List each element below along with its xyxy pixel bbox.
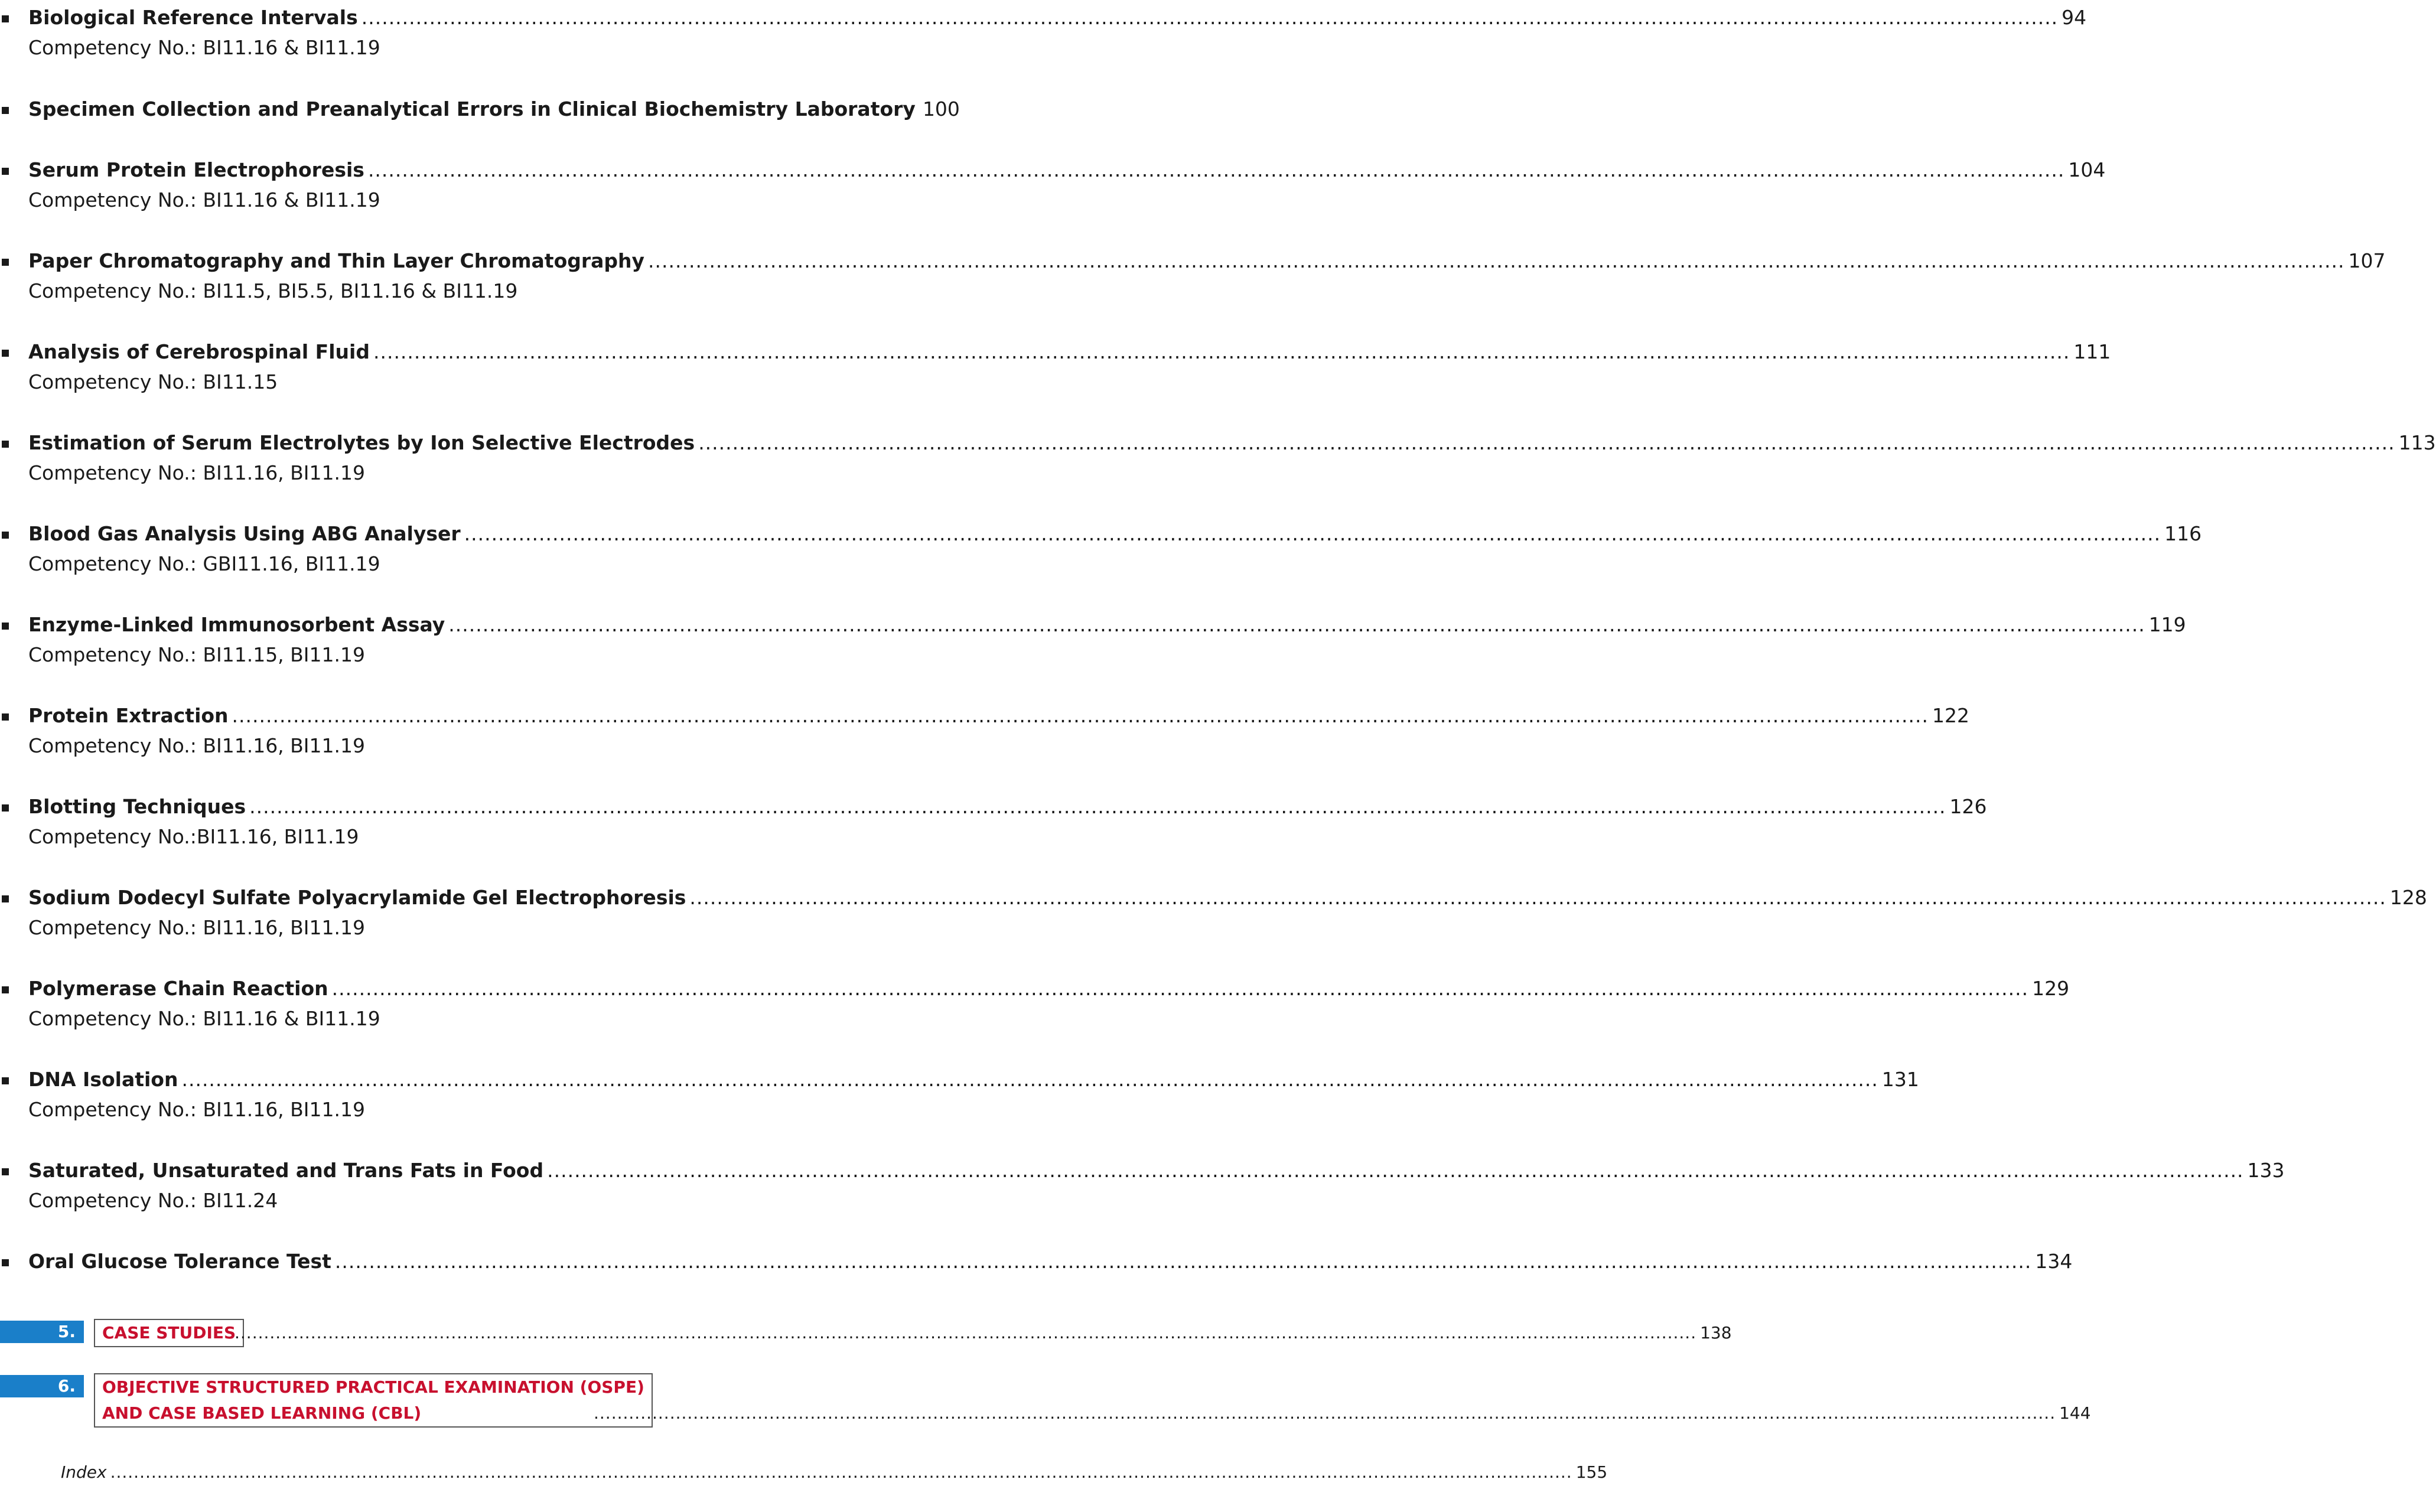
toc-entry-line: [28, 704, 1969, 728]
dot-leader: [368, 158, 2064, 182]
competency-text: Competency No.: BI11.15, BI11.19: [28, 643, 366, 666]
toc-entry-line: [28, 1159, 2285, 1182]
competency-text: Competency No.: BI11.16, BI11.19: [28, 916, 366, 939]
toc-entry-page: 133: [2247, 1159, 2285, 1182]
dot-leader: [464, 522, 2161, 546]
toc-entry-page: 111: [2073, 340, 2111, 363]
toc-entry-page: 122: [1932, 704, 1969, 727]
dot-leader: [373, 340, 2070, 364]
toc-entry-title: Blood Gas Analysis Using ABG Analyser: [28, 522, 461, 545]
toc-entry-page: 128: [2389, 886, 2427, 909]
toc-entry-line: [28, 1068, 1919, 1091]
toc-entry-page: 134: [2035, 1250, 2073, 1273]
toc-entry-title: Analysis of Cerebrospinal Fluid: [28, 340, 370, 363]
competency-text: Competency No.: BI11.15: [28, 370, 278, 393]
toc-entry-line: [28, 795, 1987, 819]
competency-text: Competency No.: BI11.5, BI5.5, BI11.16 & BI11.19: [28, 279, 518, 302]
toc-entry-line: [28, 6, 2087, 30]
toc-entry-title: Enzyme-Linked Immunosorbent Assay: [28, 613, 445, 636]
bullet-icon: [2, 259, 9, 266]
dot-leader: [689, 886, 2386, 910]
competency-text: Competency No.: BI11.16 & BI11.19: [28, 188, 380, 211]
toc-entry-title: Specimen Collection and Preanalytical Errors in Clinical Biochemistry Laboratory: [28, 97, 916, 120]
bullet-icon: [2, 895, 9, 902]
section-title-line: CASE STUDIES: [102, 1323, 236, 1342]
toc-entry-page: 129: [2032, 977, 2070, 1000]
competency-text: Competency No.: GBI11.16, BI11.19: [28, 552, 380, 575]
toc-entry-line: [28, 1250, 2073, 1273]
section-page: 144: [2059, 1403, 2091, 1423]
competency-text: Competency No.:BI11.16, BI11.19: [28, 825, 359, 848]
dot-leader: [332, 977, 2028, 1001]
toc-entry-page: 126: [1949, 795, 1987, 818]
bullet-icon: [2, 713, 9, 721]
bullet-icon: [2, 1168, 9, 1175]
dot-leader: [249, 795, 1946, 819]
toc-entry-page: 113: [2398, 431, 2436, 454]
dot-leader: [594, 1403, 2056, 1424]
toc-entry-page: 104: [2068, 158, 2106, 181]
section-title-line: OBJECTIVE STRUCTURED PRACTICAL EXAMINATION (OSPE): [102, 1377, 644, 1397]
bullet-icon: [2, 532, 9, 539]
toc-entry-title: Oral Glucose Tolerance Test: [28, 1250, 331, 1273]
index-title: Index: [61, 1462, 107, 1482]
competency-text: Competency No.: BI11.16, BI11.19: [28, 461, 366, 484]
toc-entry-page: 119: [2148, 613, 2186, 636]
toc-entry-line: [28, 886, 2427, 910]
section-title-line: AND CASE BASED LEARNING (CBL): [102, 1403, 422, 1423]
index-entry: [61, 1462, 1608, 1483]
toc-entry-line: [28, 977, 2070, 1001]
competency-text: Competency No.: BI11.16, BI11.19: [28, 1098, 366, 1121]
section-title-box: [94, 1373, 653, 1428]
toc-entry-title: Protein Extraction: [28, 704, 229, 727]
section-leader-line: [594, 1403, 2091, 1424]
dot-leader: [362, 6, 2058, 30]
toc-entry-line: [28, 613, 2186, 637]
bullet-icon: [2, 441, 9, 448]
competency-text: Competency No.: BI11.24: [28, 1189, 278, 1212]
dot-leader: [448, 613, 2145, 637]
bullet-icon: [2, 986, 9, 993]
bullet-icon: [2, 1259, 9, 1266]
competency-text: Competency No.: BI11.16 & BI11.19: [28, 1007, 380, 1030]
bullet-icon: [2, 15, 9, 22]
toc-entry-title: Polymerase Chain Reaction: [28, 977, 328, 1000]
toc-entry-title: Serum Protein Electrophoresis: [28, 158, 364, 181]
toc-entry-line: [28, 249, 2386, 273]
section-number: 5.: [0, 1321, 84, 1343]
toc-entry-title: Blotting Techniques: [28, 795, 246, 818]
dot-leader: [181, 1068, 1878, 1091]
bullet-icon: [2, 1077, 9, 1084]
toc-entry-title: Biological Reference Intervals: [28, 6, 358, 29]
toc-entry-title: Saturated, Unsaturated and Trans Fats in Food: [28, 1159, 544, 1182]
section-title-box: [94, 1319, 244, 1347]
section-leader-line: [235, 1322, 1732, 1344]
dot-leader: [110, 1462, 1572, 1483]
bullet-icon: [2, 168, 9, 175]
toc-entry-page: 116: [2164, 522, 2202, 545]
bullet-icon: [2, 107, 9, 114]
dot-leader: [698, 431, 2395, 455]
toc-entry-title: Sodium Dodecyl Sulfate Polyacrylamide Gel Electrophoresis: [28, 886, 686, 909]
toc-entry-line: [28, 522, 2202, 546]
toc-entry-title: DNA Isolation: [28, 1068, 178, 1091]
toc-entry-line: [28, 431, 2436, 455]
toc-entry-page: 131: [1881, 1068, 1919, 1091]
toc-entry-page: 100: [922, 97, 960, 120]
dot-leader: [235, 1322, 1696, 1344]
bullet-icon: [2, 804, 9, 812]
toc-entry-line: [28, 340, 2111, 364]
section-number: 6.: [0, 1375, 84, 1397]
bullet-icon: [2, 623, 9, 630]
section-page: 138: [1700, 1323, 1732, 1342]
toc-entry-page: 107: [2348, 249, 2386, 272]
index-page: 155: [1575, 1462, 1608, 1482]
toc-entry-line: [28, 97, 960, 121]
dot-leader: [335, 1250, 2031, 1273]
toc-entry-title: Paper Chromatography and Thin Layer Chromatography: [28, 249, 645, 272]
toc-entry-title: Estimation of Serum Electrolytes by Ion Selective Electrodes: [28, 431, 695, 454]
dot-leader: [232, 704, 1929, 728]
toc-entry-page: 94: [2062, 6, 2087, 29]
dot-leader: [547, 1159, 2243, 1182]
bullet-icon: [2, 350, 9, 357]
competency-text: Competency No.: BI11.16 & BI11.19: [28, 36, 380, 59]
dot-leader: [648, 249, 2344, 273]
competency-text: Competency No.: BI11.16, BI11.19: [28, 734, 366, 757]
toc-entry-line: [28, 158, 2106, 182]
